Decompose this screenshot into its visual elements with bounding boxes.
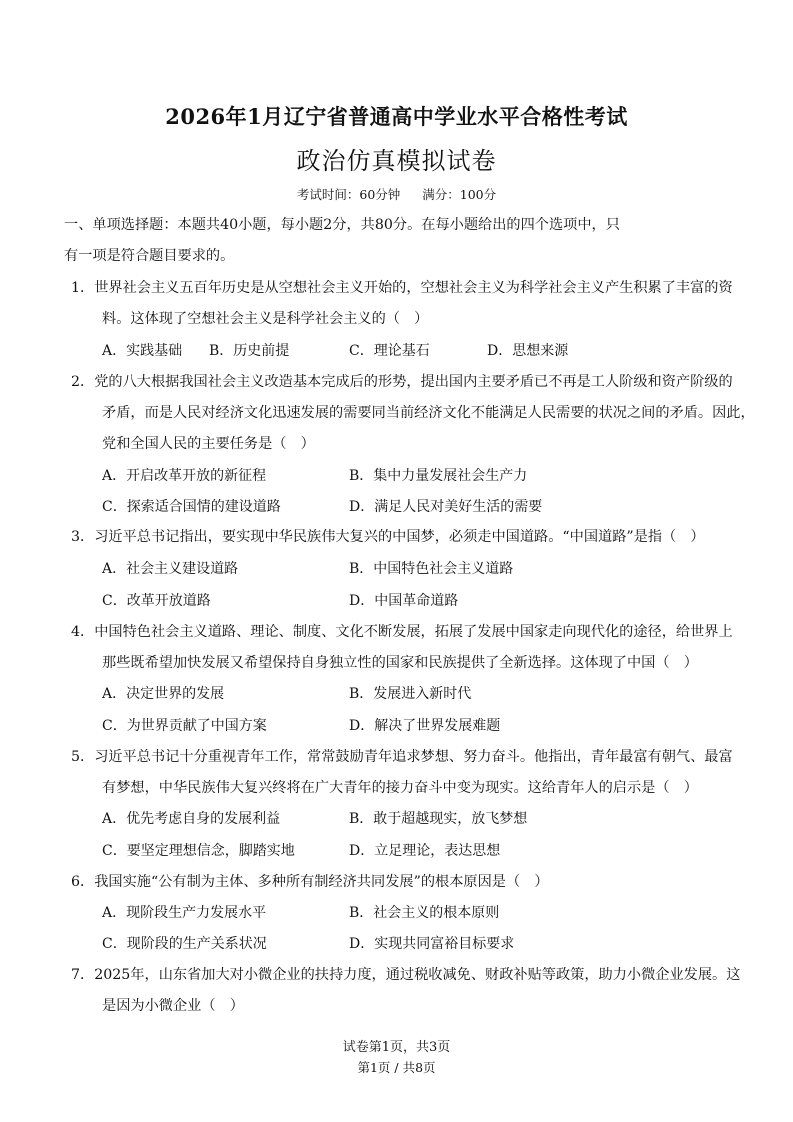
question-2-line-2: 矛盾，而是人民对经济文化迅速发展的需要同当前经济文化不能满足人民需要的状况之间的矛盾。因此，	[102, 405, 755, 421]
question-5-line-1: 5．习近平总书记十分重视青年工作，常常鼓励青年追求梦想、努力奋斗。他指出，青年最富有朝气、最富	[71, 749, 733, 765]
question-5-option-a[interactable]: A．优先考虑自身的发展利益	[102, 811, 281, 827]
question-1-option-d[interactable]: D．思想来源	[487, 343, 569, 359]
question-2-option-a[interactable]: A．开启改革开放的新征程	[102, 468, 267, 484]
question-2-line-3: 党和全国人民的主要任务是（ ）	[102, 436, 315, 452]
question-6-option-c[interactable]: C．现阶段的生产关系状况	[102, 936, 267, 952]
section-header-line-2: 有一项是符合题目要求的。	[64, 248, 235, 264]
question-2-option-b[interactable]: B．集中力量发展社会生产力	[349, 468, 528, 484]
exam-meta	[0, 185, 793, 203]
question-2-option-d[interactable]: D．满足人民对美好生活的需要	[349, 499, 543, 515]
section-header-line-1: 一、单项选择题：本题共40小题，每小题2分，共80分。在每小题给出的四个选项中，只	[64, 217, 620, 233]
question-5-option-b[interactable]: B．敢于超越现实，放飞梦想	[349, 811, 528, 827]
question-1-line-2: 料。这体现了空想社会主义是科学社会主义的（ ）	[102, 311, 429, 327]
question-5-option-d[interactable]: D．立足理论，表达思想	[349, 843, 501, 859]
question-6-option-b[interactable]: B．社会主义的根本原则	[349, 905, 500, 921]
question-3-option-c[interactable]: C．改革开放道路	[102, 593, 211, 609]
question-4-line-2: 那些既希望加快发展又希望保持自身独立性的国家和民族提供了全新选择。这体现了中国（ ）	[102, 655, 698, 671]
question-1-option-b[interactable]: B．历史前提	[209, 343, 290, 359]
exam-subtitle: 政治仿真模拟试卷	[296, 147, 497, 175]
question-4-option-a[interactable]: A．决定世界的发展	[102, 686, 225, 702]
question-3-option-b[interactable]: B．中国特色社会主义道路	[349, 561, 514, 577]
exam-title: 2026年1月辽宁省普通高中学业水平合格性考试	[165, 104, 628, 129]
question-4-option-c[interactable]: C．为世界贡献了中国方案	[102, 718, 267, 734]
question-6-option-a[interactable]: A．现阶段生产力发展水平	[102, 905, 267, 921]
exam-score: 满分：100分	[422, 187, 497, 202]
question-1-option-c[interactable]: C．理论基石	[349, 343, 430, 359]
question-6-line-1: 6．我国实施“公有制为主体、多种所有制经济共同发展”的根本原因是（ ）	[71, 874, 549, 890]
question-4-option-d[interactable]: D．解决了世界发展难题	[349, 718, 501, 734]
question-5-line-2: 有梦想，中华民族伟大复兴终将在广大青年的接力奋斗中变为现实。这给青年人的启示是（ ）	[102, 780, 698, 796]
question-7-line-2: 是因为小微企业（ ）	[102, 998, 244, 1014]
question-6-option-d[interactable]: D．实现共同富裕目标要求	[349, 936, 515, 952]
question-1-option-a[interactable]: A．实践基础	[102, 343, 183, 359]
question-3-option-d[interactable]: D．中国革命道路	[349, 593, 459, 609]
exam-time: 考试时间：60分钟	[296, 187, 401, 202]
page-info: 试卷第1页，共3页	[342, 1040, 451, 1055]
question-5-option-c[interactable]: C．要坚定理想信念，脚踏实地	[102, 843, 295, 859]
page-total: 第1页 / 共8页	[357, 1060, 436, 1075]
question-3-option-a[interactable]: A．社会主义建设道路	[102, 561, 239, 577]
question-3-line-1: 3．习近平总书记指出，要实现中华民族伟大复兴的中国梦，必须走中国道路。“中国道路”是指（ ）	[71, 529, 705, 545]
question-2-option-c[interactable]: C．探索适合国情的建设道路	[102, 499, 281, 515]
question-7-line-1: 7．2025年，山东省加大对小微企业的扶持力度，通过税收减免、财政补贴等政策，助力小微企业发展。这	[71, 967, 741, 983]
question-4-line-1: 4．中国特色社会主义道路、理论、制度、文化不断发展，拓展了发展中国家走向现代化的途径，给世界上	[71, 624, 733, 640]
question-1-line-1: 1．世界社会主义五百年历史是从空想社会主义开始的，空想社会主义为科学社会主义产生积累了丰富的资	[71, 280, 733, 296]
question-4-option-b[interactable]: B．发展进入新时代	[349, 686, 472, 702]
question-2-line-1: 2．党的八大根据我国社会主义改造基本完成后的形势，提出国内主要矛盾已不再是工人阶级和资产阶级的	[71, 374, 733, 390]
